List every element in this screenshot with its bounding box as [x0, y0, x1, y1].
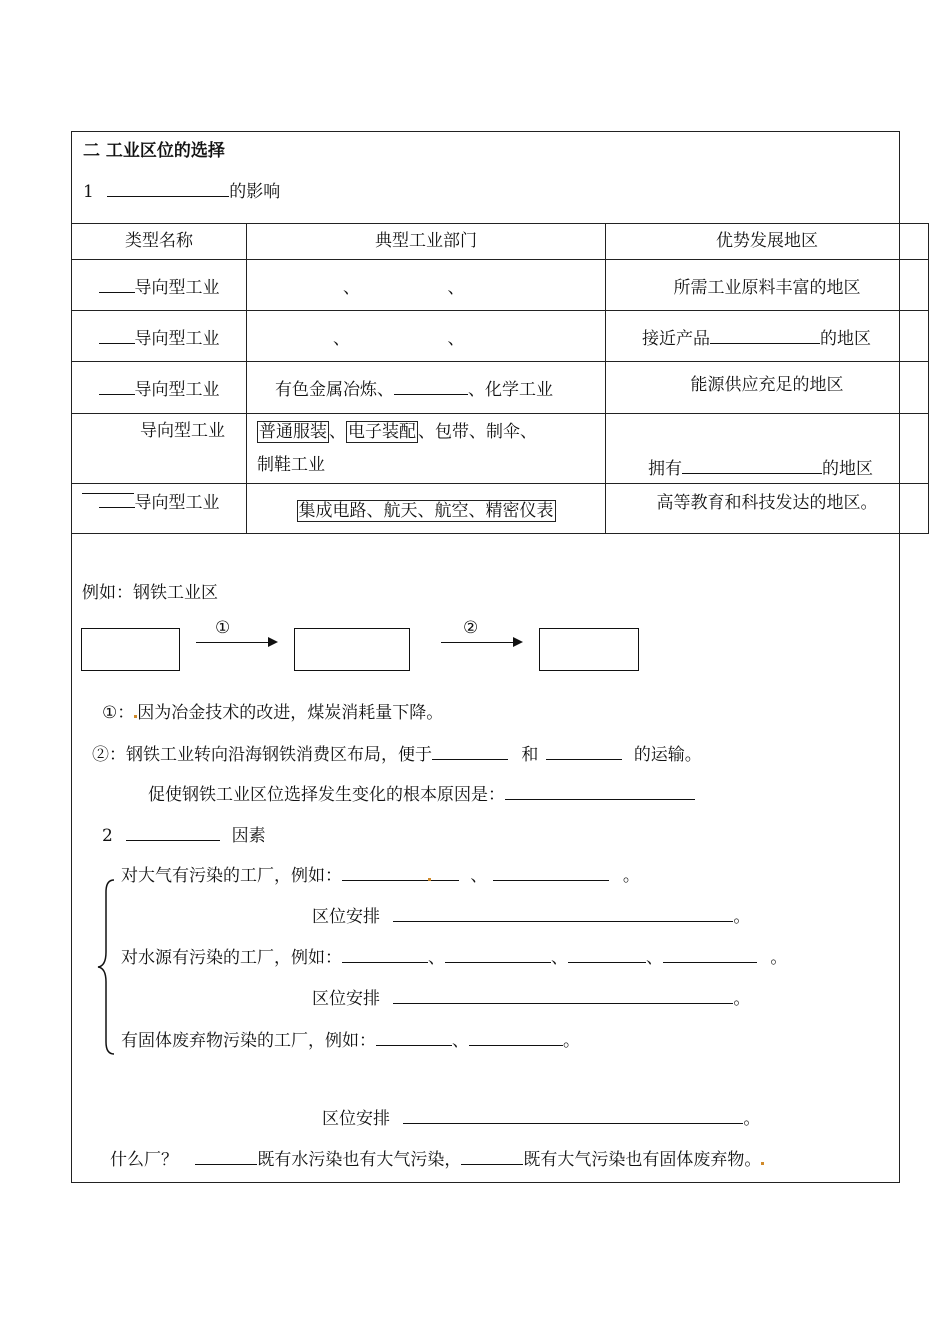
dept-cell: 、 、	[247, 311, 606, 362]
blank[interactable]	[99, 325, 135, 344]
arrange-3: 区位安排 。	[322, 1104, 760, 1129]
blank[interactable]	[342, 862, 428, 881]
item-1: 1 的影响	[83, 177, 280, 202]
region-cell: 拥有 的地区	[606, 414, 929, 484]
header-type: 类型名称	[72, 224, 247, 260]
header-dept: 典型工业部门	[247, 224, 606, 260]
type-cell: 导向型工业	[72, 414, 247, 484]
blank[interactable]	[568, 944, 646, 963]
blank[interactable]	[493, 862, 609, 881]
blank[interactable]	[682, 455, 822, 474]
arrow-1	[196, 642, 276, 643]
blank[interactable]	[376, 1027, 452, 1046]
blank-1[interactable]	[107, 178, 229, 197]
air-pollution-line: 对大气有污染的工厂，例如： 、 。	[121, 861, 640, 886]
blank[interactable]	[710, 325, 820, 344]
blank[interactable]	[461, 1146, 523, 1165]
type-cell: 导向型工业	[72, 260, 247, 311]
note-1: ①： 因为冶金技术的改进，煤炭消耗量下降。	[102, 703, 444, 723]
question-line: 什么厂？ 既有水污染也有大气污染， 既有大气污染也有固体废弃物。	[110, 1145, 764, 1170]
location-type-table	[71, 223, 929, 534]
blank[interactable]	[505, 781, 695, 800]
flow-box-2	[294, 628, 410, 671]
blank[interactable]	[195, 1146, 257, 1165]
water-pollution-line: 对水源有污染的工厂，例如： 、 、 、 。	[121, 943, 787, 968]
blank[interactable]	[431, 862, 459, 881]
header-region: 优势发展地区	[606, 224, 929, 260]
blank[interactable]	[99, 489, 135, 508]
arrow-1-label: ①	[215, 618, 231, 638]
blank[interactable]	[445, 944, 551, 963]
region-cell: 接近产品 的地区	[606, 311, 929, 362]
region-cell: 所需工业原料丰富的地区	[606, 260, 929, 311]
type-cell: 导向型工业	[72, 484, 247, 534]
blank[interactable]	[432, 741, 508, 760]
dept-cell: 、 、	[247, 260, 606, 311]
example-label: 例如：钢铁工业区	[82, 583, 218, 603]
region-cell: 能源供应充足的地区	[606, 362, 929, 414]
dept-cell: 有色金属冶炼、 、化学工业	[247, 362, 606, 414]
blank[interactable]	[663, 944, 757, 963]
table-header-row	[72, 224, 929, 260]
boxed-term: 普通服装	[259, 422, 327, 442]
blank[interactable]	[342, 944, 428, 963]
region-cell: 高等教育和科技发达的地区。	[606, 484, 929, 534]
table-row	[72, 260, 929, 311]
root-cause: 促使钢铁工业区位选择发生变化的根本原因是：	[148, 780, 695, 805]
strike-line	[82, 493, 134, 494]
item-2: 2 因素	[102, 821, 266, 846]
blank[interactable]	[393, 985, 733, 1004]
blank[interactable]	[99, 376, 135, 395]
blank[interactable]	[126, 822, 220, 841]
type-cell: 导向型工业	[72, 311, 247, 362]
table-row	[72, 414, 929, 484]
blank[interactable]	[469, 1027, 563, 1046]
arrow-2	[441, 642, 521, 643]
boxed-term: 电子装配	[348, 422, 416, 442]
blank[interactable]	[393, 903, 733, 922]
table-row	[72, 311, 929, 362]
solid-waste-line: 有固体废弃物污染的工厂，例如： 、 。	[121, 1026, 580, 1051]
flow-box-1	[81, 628, 180, 671]
flow-box-3	[539, 628, 639, 671]
table-row	[72, 484, 929, 534]
dept-cell	[247, 484, 606, 534]
note-2: ②：钢铁工业转向沿海钢铁消费区布局，便于 和 的运输。	[92, 740, 702, 765]
table-row	[72, 362, 929, 414]
blank[interactable]	[403, 1105, 743, 1124]
section-title: 二 工业区位的选择	[83, 141, 225, 161]
type-cell: 导向型工业	[72, 362, 247, 414]
arrange-1: 区位安排 。	[312, 902, 750, 927]
dept-cell: 普通服装 、 电子装配 、包带、制伞、 制鞋工业	[247, 414, 606, 484]
mark-dot	[761, 1162, 764, 1165]
blank[interactable]	[99, 274, 135, 293]
boxed-term: 集成电路、航天、航空、精密仪表	[298, 501, 554, 521]
arrange-2: 区位安排 。	[312, 984, 750, 1009]
brace-icon	[96, 878, 116, 1056]
blank[interactable]	[546, 741, 622, 760]
arrow-2-label: ②	[463, 618, 479, 638]
blank[interactable]	[394, 376, 468, 395]
